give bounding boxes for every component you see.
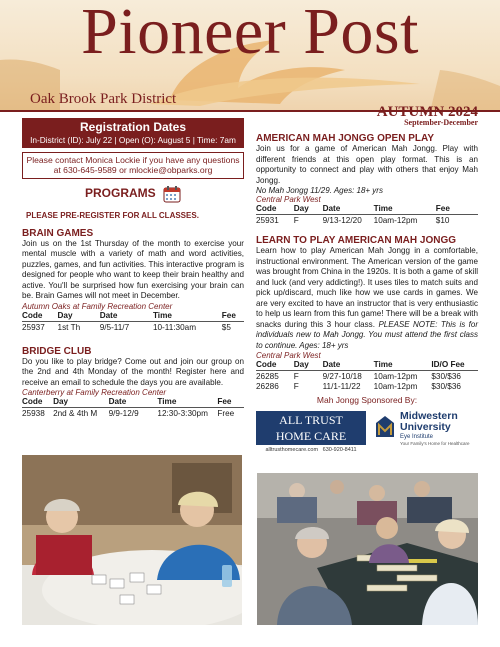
programs-header bbox=[22, 185, 244, 205]
column-header: Time bbox=[157, 397, 217, 408]
column-header: Time bbox=[374, 204, 436, 215]
all-trust-contact: alltrusthomecare.com 630-920-8411 bbox=[265, 447, 357, 454]
column-header: Day bbox=[58, 311, 100, 322]
column-header: Fee bbox=[436, 204, 478, 215]
midwestern-emblem-icon bbox=[374, 413, 396, 439]
table-row: 25937 1st Th 9/5-11/7 10-11:30am $5 bbox=[22, 322, 231, 332]
brain-games-heading: BRAIN GAMES bbox=[22, 227, 94, 239]
column-header: Time bbox=[374, 360, 432, 371]
left-column bbox=[22, 118, 244, 418]
column-header: Code bbox=[256, 204, 294, 215]
registration-heading: Registration Dates bbox=[79, 120, 187, 134]
season-title: AUTUMN 2024 bbox=[376, 104, 478, 120]
column-header: Code bbox=[22, 311, 58, 322]
bridge-players-photo bbox=[22, 455, 242, 625]
mahjong-learn-description: Learn how to play American Mah Jongg in a comfortable, instructional environment. The American version of the game was brought from China in the 1920s. It is both a game of skill and luck (and very addicting!). It uses tiles to match suits and pick up/discard, much like how we use cards in games. We are very excited to have an instructor that is very enthusiastic to help us learn from this fun game! There will be a break with snacks during this 3 hour class. PLEASE NOTE: This is for individuals new to Mah Jongg. You must attend the first class to continue. Ages: 18+ yrs bbox=[256, 246, 478, 350]
brain-games-table bbox=[22, 311, 244, 332]
column-header: Date bbox=[323, 360, 374, 371]
brain-games-description: Join us on the 1st Thursday of the month to exercise your mental muscle with a variety of math and word activities, puzzles, games, and fun activities. This interactive program is designed for people who want to keep their brain healthy and active. You'll be surprised how fun exercising your brain can be. Brain Games will not meet in December. bbox=[22, 238, 244, 301]
bridge-location: Canterberry at Family Recreation Center bbox=[22, 388, 167, 398]
bridge-description: Do you like to play bridge? Come out and join our group on the 2nd and 4th Monday of the month! Register here and receive an email to schedule the days you are available. bbox=[22, 356, 244, 387]
bridge-table bbox=[22, 397, 244, 418]
bridge-photo-illustration bbox=[22, 455, 242, 625]
calendar-icon bbox=[163, 185, 181, 203]
column-header: ID/O Fee bbox=[431, 360, 478, 371]
programs-heading: PROGRAMS bbox=[84, 185, 156, 200]
column-header: Day bbox=[294, 360, 323, 371]
district-name: Oak Brook Park District bbox=[30, 91, 177, 107]
column-header: Code bbox=[22, 397, 53, 408]
column-header: Date bbox=[109, 397, 158, 408]
column-header: Fee bbox=[217, 397, 244, 408]
mahjong-players-photo bbox=[257, 473, 478, 625]
all-trust-logo: ALL TRUST HOME CARE bbox=[256, 411, 366, 445]
mahjong-learn-table bbox=[256, 360, 478, 391]
column-header: Code bbox=[256, 360, 294, 371]
mahjong-learn-heading: LEARN TO PLAY AMERICAN MAH JONGG bbox=[256, 235, 457, 247]
column-header: Fee bbox=[222, 311, 244, 322]
mahjong-learn-note: PLEASE NOTE: This is for individuals new to Mah Jongg. You must attend the first class to continue. Ages: 18+ yrs bbox=[256, 319, 478, 350]
table-row: 26286 F 11/1-11/22 10am-12pm $30/$36 bbox=[256, 382, 461, 392]
masthead bbox=[0, 0, 500, 112]
sponsor-heading: Mah Jongg Sponsored By: bbox=[316, 395, 418, 406]
registration-dates: In-District (ID): July 22 | Open (O): August 5 | Time: 7am bbox=[30, 135, 236, 145]
contact-info: Please contact Monica Lockie if you have any questions at 630-645-9589 or mlockie@obparks.org bbox=[22, 152, 244, 179]
column-header: Day bbox=[294, 204, 323, 215]
brain-games-location: Autumn Oaks at Family Recreation Center bbox=[22, 301, 173, 311]
mahjong-open-heading: AMERICAN MAH JONGG OPEN PLAY bbox=[256, 133, 434, 144]
column-header: Day bbox=[53, 397, 109, 408]
mahjong-open-table bbox=[256, 204, 478, 225]
mahjong-photo-illustration bbox=[257, 473, 478, 625]
table-row: 26285 F 9/27-10/18 10am-12pm $30/$36 bbox=[256, 372, 461, 382]
column-header: Date bbox=[100, 311, 153, 322]
column-header: Date bbox=[323, 204, 374, 215]
mahjong-open-location: Central Park West bbox=[256, 195, 321, 205]
table-row: 25938 2nd & 4th M 9/9-12/9 12:30-3:30pm Free bbox=[22, 409, 235, 419]
bridge-heading: BRIDGE CLUB bbox=[22, 345, 92, 357]
mahjong-open-note: No Mah Jongg 11/29. Ages: 18+ yrs bbox=[256, 186, 383, 196]
mahjong-learn-location: Central Park West bbox=[256, 351, 321, 361]
mahjong-open-description: Join us for a game of American Mah Jongg. Play with different friends at this open play format. This is an opportunity to connect and play with others that enjoy Mah Jongg. bbox=[256, 144, 478, 185]
sponsor-logos bbox=[256, 411, 478, 455]
column-header: Time bbox=[153, 311, 222, 322]
midwestern-logo: Midwestern University Eye Institute Your Family's Home for Healthcare bbox=[374, 411, 484, 451]
table-row: 25931 F 9/13-12/20 10am-12pm $10 bbox=[256, 216, 450, 226]
newsletter-title: Pioneer Post bbox=[81, 0, 419, 68]
season-range: September-December bbox=[404, 118, 478, 127]
preregister-notice: PLEASE PRE-REGISTER FOR ALL CLASSES. bbox=[26, 210, 199, 220]
registration-box bbox=[22, 118, 244, 148]
right-column bbox=[256, 104, 478, 455]
